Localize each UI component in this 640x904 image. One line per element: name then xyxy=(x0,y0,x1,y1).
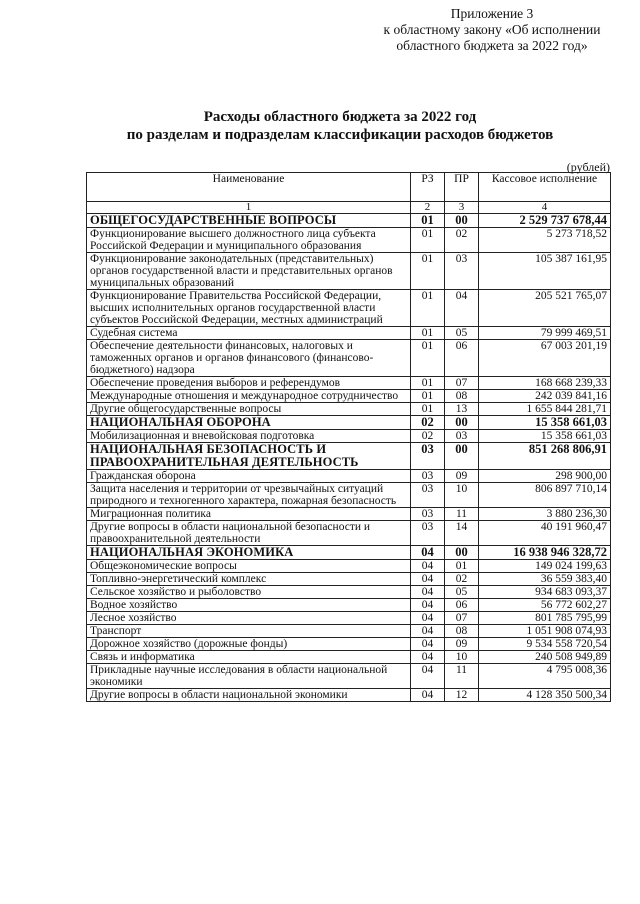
row-pr-code: 02 xyxy=(445,573,479,586)
row-rz-code: 04 xyxy=(411,638,445,651)
row-sum: 15 358 661,03 xyxy=(479,430,611,443)
table-row xyxy=(87,599,611,612)
row-rz-code: 01 xyxy=(411,403,445,416)
row-rz-code: 04 xyxy=(411,586,445,599)
table-row xyxy=(87,430,611,443)
section-row xyxy=(87,416,611,430)
column-number: 4 xyxy=(479,202,611,214)
table-row xyxy=(87,403,611,416)
row-sum: 205 521 765,07 xyxy=(479,290,611,327)
row-rz-code: 04 xyxy=(411,560,445,573)
row-sum: 5 273 718,52 xyxy=(479,228,611,253)
row-rz-code: 01 xyxy=(411,390,445,403)
row-rz-code: 02 xyxy=(411,416,445,430)
row-name: Другие вопросы в области национальной экономики xyxy=(87,689,411,702)
row-pr-code: 07 xyxy=(445,612,479,625)
table-row xyxy=(87,253,611,290)
row-rz-code: 03 xyxy=(411,470,445,483)
row-name: Судебная система xyxy=(87,327,411,340)
row-pr-code: 00 xyxy=(445,416,479,430)
row-rz-code: 03 xyxy=(411,521,445,546)
column-number: 3 xyxy=(445,202,479,214)
row-rz-code: 03 xyxy=(411,443,445,470)
row-pr-code: 11 xyxy=(445,664,479,689)
row-pr-code: 06 xyxy=(445,599,479,612)
row-pr-code: 00 xyxy=(445,546,479,560)
table-header-row xyxy=(87,173,611,202)
appendix-header xyxy=(362,6,622,54)
row-sum: 934 683 093,37 xyxy=(479,586,611,599)
row-pr-code: 08 xyxy=(445,625,479,638)
row-name: Дорожное хозяйство (дорожные фонды) xyxy=(87,638,411,651)
row-rz-code: 01 xyxy=(411,214,445,228)
row-pr-code: 11 xyxy=(445,508,479,521)
row-name: Топливно-энергетический комплекс xyxy=(87,573,411,586)
row-rz-code: 04 xyxy=(411,689,445,702)
row-name: НАЦИОНАЛЬНАЯ ОБОРОНА xyxy=(87,416,411,430)
row-sum: 79 999 469,51 xyxy=(479,327,611,340)
row-rz-code: 04 xyxy=(411,651,445,664)
table-body xyxy=(87,202,611,702)
column-header-sum: Кассовое исполнение xyxy=(479,173,611,202)
row-name: Миграционная политика xyxy=(87,508,411,521)
row-name: Гражданская оборона xyxy=(87,470,411,483)
table-row xyxy=(87,377,611,390)
row-name: Обеспечение проведения выборов и референдумов xyxy=(87,377,411,390)
row-name: Мобилизационная и вневойсковая подготовка xyxy=(87,430,411,443)
row-rz-code: 04 xyxy=(411,612,445,625)
row-pr-code: 05 xyxy=(445,327,479,340)
table-row xyxy=(87,508,611,521)
appendix-line-2: к областному закону «Об исполнении xyxy=(383,22,601,37)
row-name: Лесное хозяйство xyxy=(87,612,411,625)
column-header-rz: РЗ xyxy=(411,173,445,202)
row-sum: 56 772 602,27 xyxy=(479,599,611,612)
row-name: Функционирование высшего должностного лица субъекта Российской Федерации и муниципального образования xyxy=(87,228,411,253)
row-sum: 4 128 350 500,34 xyxy=(479,689,611,702)
row-name: Транспорт xyxy=(87,625,411,638)
row-name: Общеэкономические вопросы xyxy=(87,560,411,573)
row-sum: 1 051 908 074,93 xyxy=(479,625,611,638)
row-name: НАЦИОНАЛЬНАЯ БЕЗОПАСНОСТЬ И ПРАВООХРАНИТЕЛЬНАЯ ДЕЯТЕЛЬНОСТЬ xyxy=(87,443,411,470)
row-sum: 851 268 806,91 xyxy=(479,443,611,470)
row-rz-code: 01 xyxy=(411,290,445,327)
row-sum: 240 508 949,89 xyxy=(479,651,611,664)
row-rz-code: 01 xyxy=(411,327,445,340)
row-pr-code: 08 xyxy=(445,390,479,403)
row-name: ОБЩЕГОСУДАРСТВЕННЫЕ ВОПРОСЫ xyxy=(87,214,411,228)
row-rz-code: 03 xyxy=(411,508,445,521)
row-pr-code: 04 xyxy=(445,290,479,327)
appendix-line-3: областного бюджета за 2022 год» xyxy=(396,38,588,53)
row-name: Водное хозяйство xyxy=(87,599,411,612)
row-name: Сельское хозяйство и рыболовство xyxy=(87,586,411,599)
row-rz-code: 01 xyxy=(411,228,445,253)
row-sum: 801 785 795,99 xyxy=(479,612,611,625)
row-name: Международные отношения и международное сотрудничество xyxy=(87,390,411,403)
row-pr-code: 09 xyxy=(445,470,479,483)
section-row xyxy=(87,443,611,470)
row-sum: 105 387 161,95 xyxy=(479,253,611,290)
row-pr-code: 14 xyxy=(445,521,479,546)
row-name: Защита населения и территории от чрезвычайных ситуаций природного и техногенного характера, пожарная безопасность xyxy=(87,483,411,508)
budget-table xyxy=(86,172,611,702)
row-sum: 168 668 239,33 xyxy=(479,377,611,390)
document-title-line-1: Расходы областного бюджета за 2022 год xyxy=(203,109,477,125)
row-sum: 9 534 558 720,54 xyxy=(479,638,611,651)
column-header-name: Наименование xyxy=(87,173,411,202)
table-row xyxy=(87,228,611,253)
row-name: Функционирование Правительства Российской Федерации, высших исполнительных органов государственной власти субъектов Российской Федерации, местных администраций xyxy=(87,290,411,327)
row-name: Прикладные научные исследования в области национальной экономики xyxy=(87,664,411,689)
row-sum: 806 897 710,14 xyxy=(479,483,611,508)
table-row xyxy=(87,390,611,403)
table-row xyxy=(87,290,611,327)
row-sum: 149 024 199,63 xyxy=(479,560,611,573)
row-sum: 298 900,00 xyxy=(479,470,611,483)
row-rz-code: 04 xyxy=(411,599,445,612)
row-sum: 67 003 201,19 xyxy=(479,340,611,377)
section-row xyxy=(87,546,611,560)
row-rz-code: 03 xyxy=(411,483,445,508)
column-number: 1 xyxy=(87,202,411,214)
row-rz-code: 04 xyxy=(411,573,445,586)
table-row xyxy=(87,651,611,664)
appendix-line-1: Приложение 3 xyxy=(450,6,534,21)
row-pr-code: 12 xyxy=(445,689,479,702)
table-row xyxy=(87,560,611,573)
table-row xyxy=(87,470,611,483)
table-row xyxy=(87,689,611,702)
row-name: Обеспечение деятельности финансовых, налоговых и таможенных органов и органов финансового (финансово-бюджетного) надзора xyxy=(87,340,411,377)
row-name: Другие общегосударственные вопросы xyxy=(87,403,411,416)
row-name: НАЦИОНАЛЬНАЯ ЭКОНОМИКА xyxy=(87,546,411,560)
row-sum: 15 358 661,03 xyxy=(479,416,611,430)
table-row xyxy=(87,340,611,377)
row-sum: 4 795 008,36 xyxy=(479,664,611,689)
row-rz-code: 01 xyxy=(411,340,445,377)
row-sum: 242 039 841,16 xyxy=(479,390,611,403)
row-pr-code: 09 xyxy=(445,638,479,651)
table-row xyxy=(87,521,611,546)
table-row xyxy=(87,612,611,625)
row-pr-code: 00 xyxy=(445,214,479,228)
table-row xyxy=(87,573,611,586)
row-pr-code: 06 xyxy=(445,340,479,377)
column-number-row xyxy=(87,202,611,214)
column-header-pr: ПР xyxy=(445,173,479,202)
row-pr-code: 01 xyxy=(445,560,479,573)
section-row xyxy=(87,214,611,228)
row-sum: 40 191 960,47 xyxy=(479,521,611,546)
row-rz-code: 04 xyxy=(411,664,445,689)
table-row xyxy=(87,586,611,599)
row-rz-code: 02 xyxy=(411,430,445,443)
row-pr-code: 02 xyxy=(445,228,479,253)
table-row xyxy=(87,638,611,651)
row-name: Связь и информатика xyxy=(87,651,411,664)
row-pr-code: 13 xyxy=(445,403,479,416)
row-pr-code: 10 xyxy=(445,483,479,508)
table-row xyxy=(87,327,611,340)
row-sum: 36 559 383,40 xyxy=(479,573,611,586)
column-number: 2 xyxy=(411,202,445,214)
table-row xyxy=(87,483,611,508)
row-pr-code: 03 xyxy=(445,430,479,443)
table-row xyxy=(87,664,611,689)
row-pr-code: 00 xyxy=(445,443,479,470)
row-sum: 16 938 946 328,72 xyxy=(479,546,611,560)
units-label: (рублей) xyxy=(566,160,610,174)
row-pr-code: 07 xyxy=(445,377,479,390)
row-sum: 3 880 236,30 xyxy=(479,508,611,521)
row-rz-code: 01 xyxy=(411,377,445,390)
row-rz-code: 04 xyxy=(411,546,445,560)
row-pr-code: 10 xyxy=(445,651,479,664)
table-row xyxy=(87,625,611,638)
row-sum: 2 529 737 678,44 xyxy=(479,214,611,228)
row-pr-code: 03 xyxy=(445,253,479,290)
row-sum: 1 655 844 281,71 xyxy=(479,403,611,416)
row-rz-code: 04 xyxy=(411,625,445,638)
row-name: Другие вопросы в области национальной безопасности и правоохранительной деятельности xyxy=(87,521,411,546)
row-pr-code: 05 xyxy=(445,586,479,599)
document-title-line-2: по разделам и подразделам классификации расходов бюджетов xyxy=(126,127,554,143)
row-rz-code: 01 xyxy=(411,253,445,290)
row-name: Функционирование законодательных (представительных) органов государственной власти и представительных органов муниципальных образований xyxy=(87,253,411,290)
